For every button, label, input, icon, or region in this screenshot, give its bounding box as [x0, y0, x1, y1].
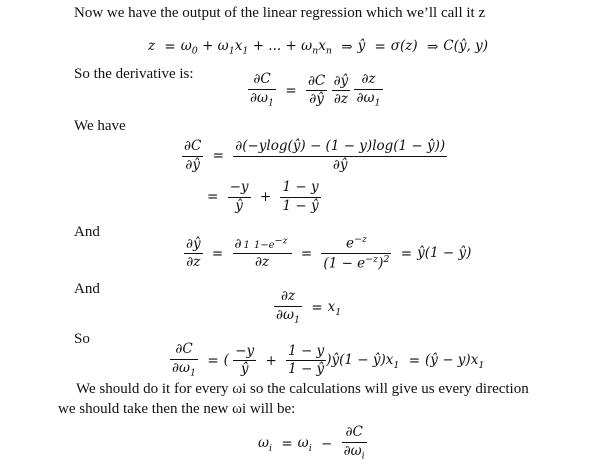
- equation-gradient-result: $\frac{\partial C}{\partial\omega_1}$ = ( $\frac{-y}{ŷ}$ + $\frac{1 - y}{1 - ŷ}$ )ŷ(1 − $ŷ)x_1$ = (ŷ − $y)x_1$: [172, 341, 485, 379]
- and-label-1: And: [74, 224, 100, 240]
- we-have-label: We have: [74, 118, 126, 134]
- equation-cost-derivative: $\frac{\partial C}{\partial ŷ}$ = $\frac{\partial(-ylog(ŷ) - (1 - y)\log(1 - ŷ))}{\partial ŷ}$: [184, 138, 446, 173]
- equation-linear-derivative: $\frac{\partial z}{\partial\omega_1}$ = $x_1$: [276, 288, 342, 326]
- equation-chain-rule: $\frac{\partial C}{\partial\omega_1}$ = $\frac{\partial C}{\partial ŷ}$ $\frac{\partial ŷ}{\partial z}$ $\frac{\partial z}{\partial\omega_1}$: [250, 71, 381, 109]
- so-label: So: [74, 331, 90, 347]
- equation-sigmoid-derivative: $\frac{\partial ŷ}{\partial z}$ = $\frac{\partial 1 1-e^{-z}}{\partial z}$ = $\frac{e^{-z}}{(1 - e^{-z})^2}$ = ŷ(1 − ŷ): [186, 234, 472, 272]
- derivative-label: So the derivative is:: [74, 66, 194, 82]
- equation-output-chain: $z = \omega_0 + \omega_1x_1$ + ... + $\omega_nx_n$ ⇒ ŷ = σ(z) ⇒ C(ŷ, y): [148, 38, 488, 57]
- update-text-line1: We should do it for every ωi so the calculations will give us every direction: [76, 381, 529, 397]
- update-text-line2: we should take then the new ωi will be:: [58, 401, 296, 417]
- equation-weight-update: $\omega_i = \omega_i$ − $\frac{\partial C}{\partial\omega_i}$: [258, 424, 365, 462]
- intro-text: Now we have the output of the linear regression which we’ll call it z: [74, 5, 486, 21]
- equation-cost-derivative-result: = $\frac{-y}{ŷ}$ + $\frac{1 - y}{1 - ŷ}$: [207, 179, 319, 214]
- and-label-2: And: [74, 281, 100, 297]
